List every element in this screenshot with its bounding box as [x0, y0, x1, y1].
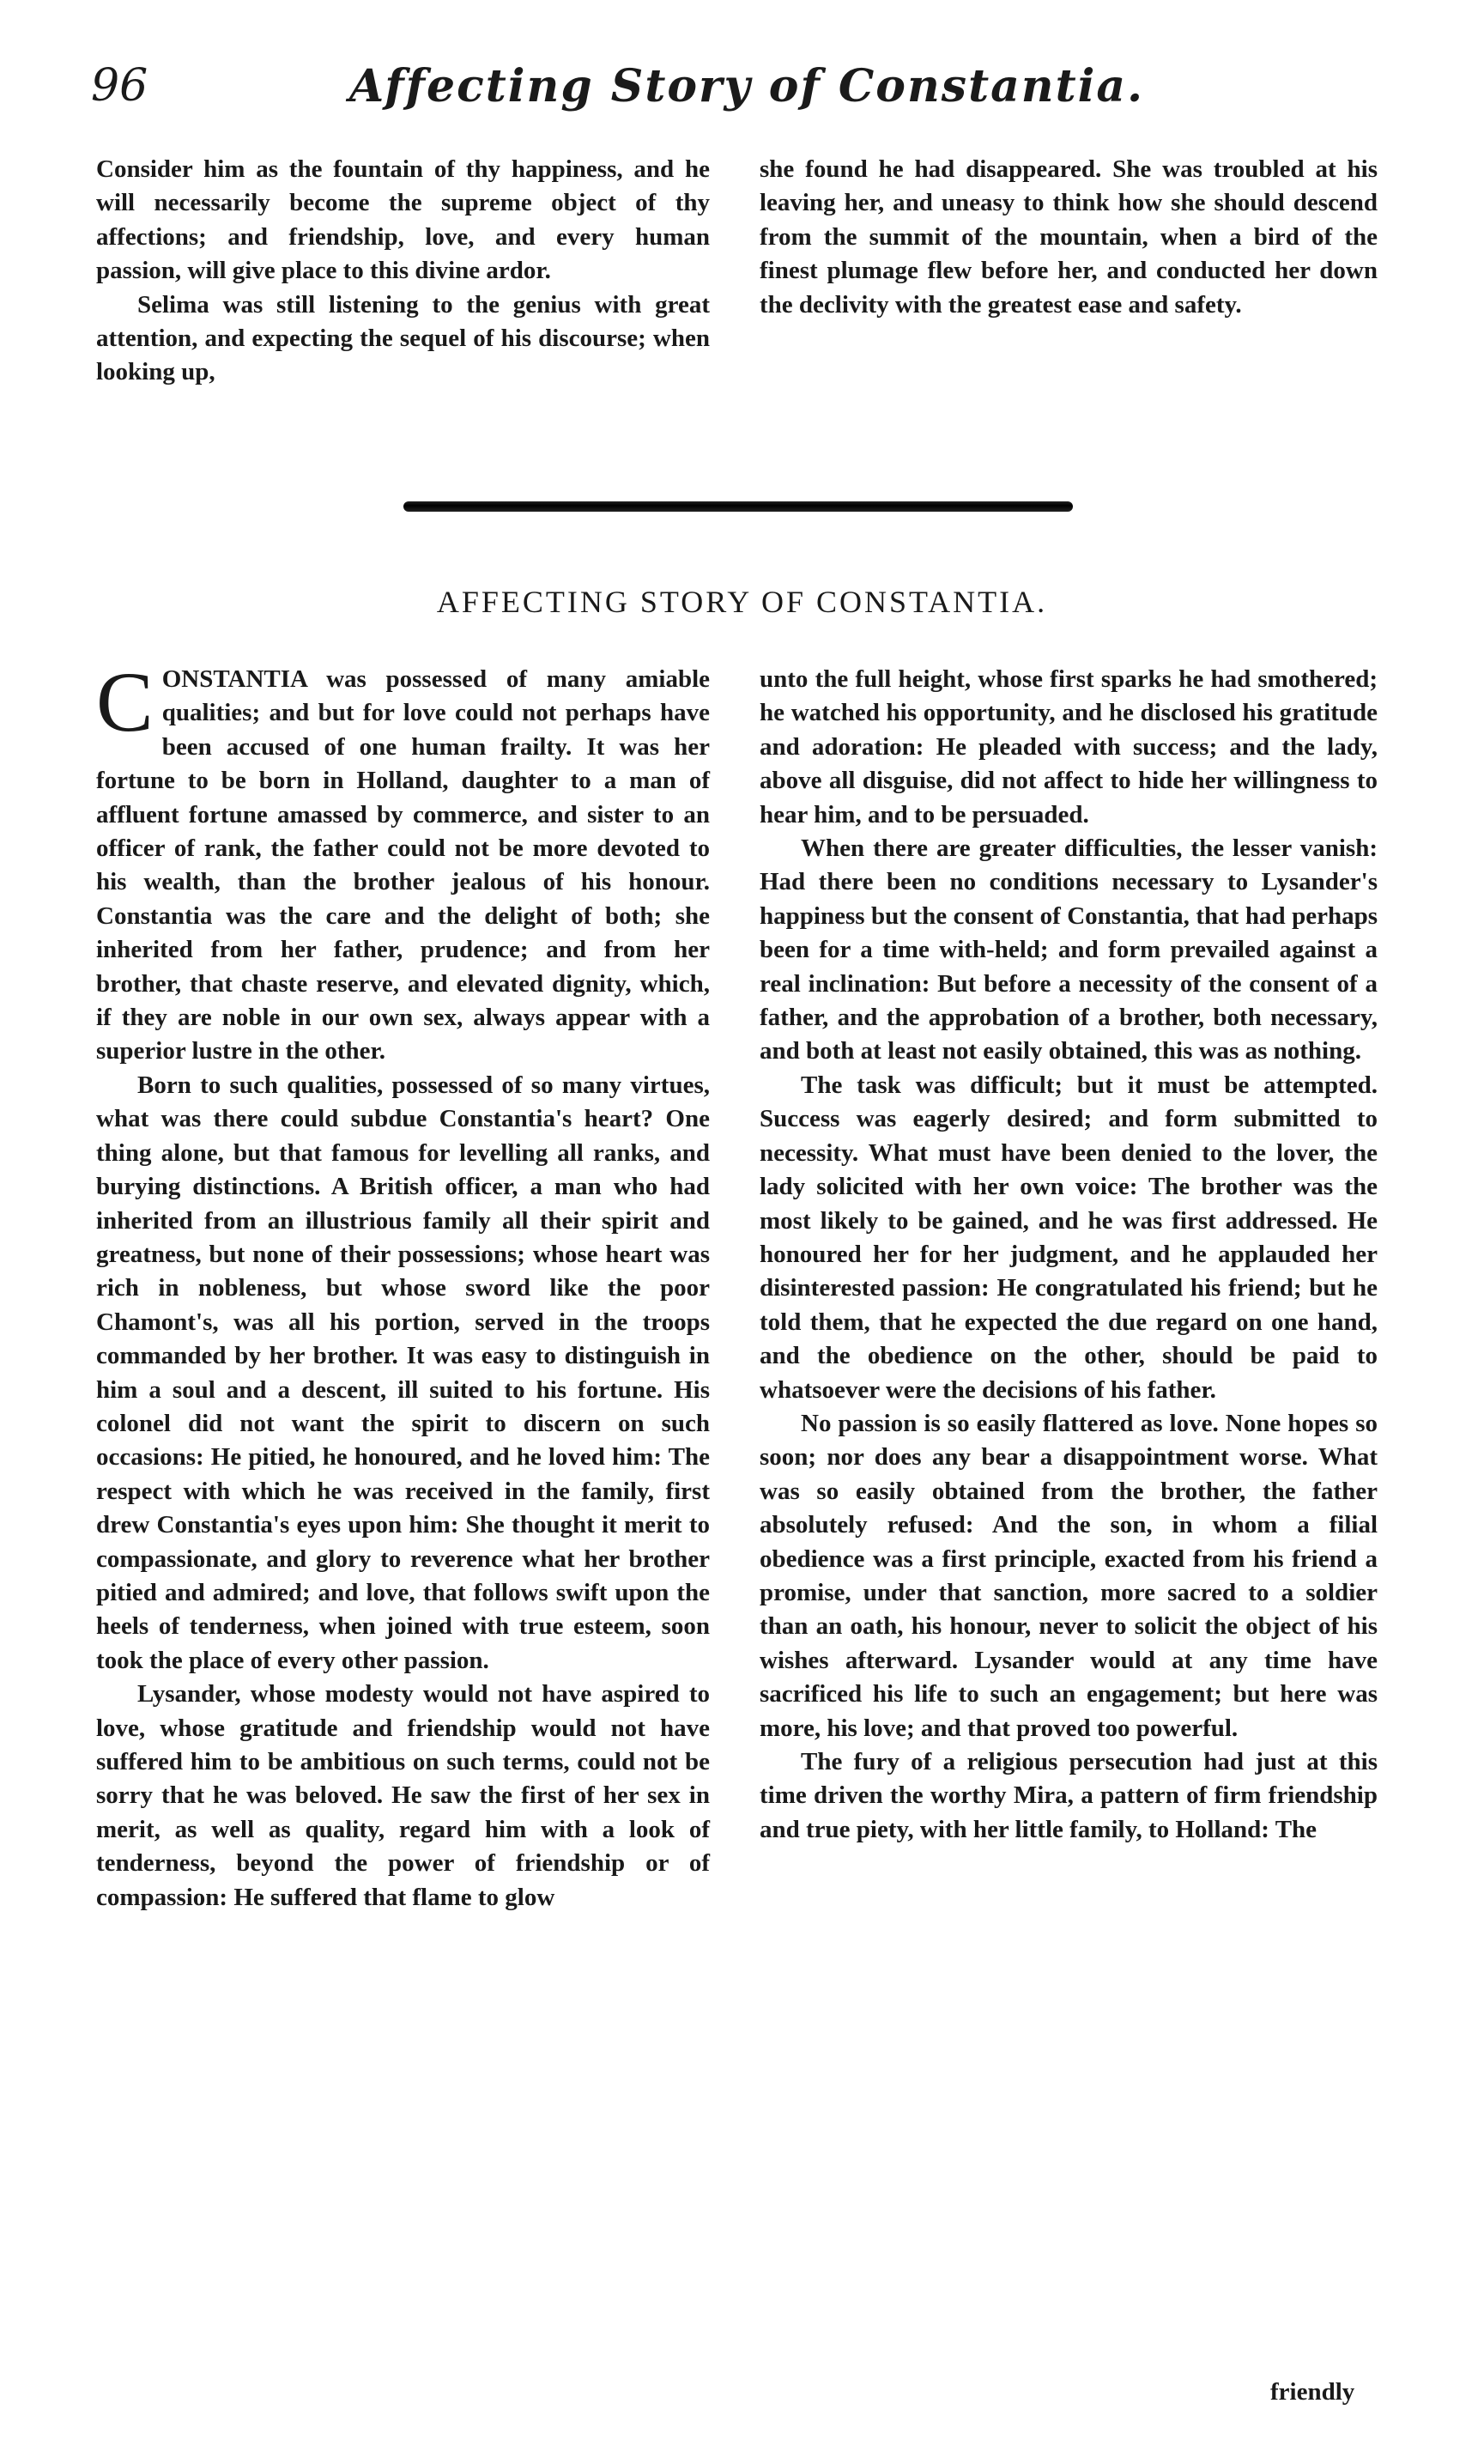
page-number: 96: [91, 60, 148, 112]
article-left-column: [96, 654, 710, 1915]
top-right-paragraph-1: she found he had disappeared. She was troubled at his leaving her, and uneasy to think how she should descend from the summit of the mountain, when a bird of the finest plumage flew before her, and conducted her down the declivity with the greatest ease and safety.: [760, 155, 1378, 319]
article-left-paragraph: Lysander, whose modesty would not have aspired to love, whose gratitude and friendship would not have suffered him to be ambitious on such terms, could not be sorry that he was beloved. He saw the first of her sex in merit, as well as quality, regard him with a look of tenderness, beyond the power of friendship or of compassion: He suffered that flame to glow: [96, 1680, 710, 1911]
article-right-column: [760, 663, 1378, 1847]
article-left-paragraph: Born to such qualities, possessed of so many virtues, what was there could subdue Constantia's heart? One thing alone, but that famous for levelling all ranks, and burying distinctions. A British officer, a man who had inherited from an illustrious family all their spirit and greatness, but none of their possessions; whose heart was rich in nobleness, but whose sword like the poor Chamont's, was all his portion, served in the troops commanded by her brother. It was easy to distinguish in him a soul and a descent, ill suited to his fortune. His colonel did not want the spirit to discern on such occasions: He pitied, he honoured, and he loved him: The respect with which he was received in the family, first drew Constantia's eyes upon him: She thought it merit to compassionate, and glory to reverence what her brother pitied and admired; and love, that follows swift upon the heels of tenderness, when joined with true esteem, soon took the place of every other passion.: [96, 1071, 710, 1674]
running-title: Affecting Story of Constantia.: [348, 60, 1145, 112]
drop-cap: C: [96, 654, 154, 750]
page-header: [86, 60, 1408, 129]
article-right-paragraph: unto the full height, whose first sparks he had smothered; he watched his opportunity, and he disclosed his gratitude and adoration: He pleaded with success; and the lady, above all disguise, did not affect to hide her willingness to hear him, and to be persuaded.: [760, 665, 1378, 828]
top-left-column: [96, 153, 710, 390]
article-right-paragraph: When there are greater difficulties, the lesser vanish: Had there been no conditions necessary to Lysander's happiness but the consent of Constantia, that had perhaps been for a time with-held; and form prevailed against a real inclination: But before a necessity of the consent of a father, and the approbation of a brother, both necessary, and both at least not easily obtained, this was as nothing.: [760, 834, 1378, 1065]
first-paragraph-text: ONSTANTIA was possessed of many amiable qualities; and but for love could not perhaps have been accused of one human frailty. It was her fortune to be born in Holland, daughter to a man of affluent fortune amassed by commerce, and sister to an officer of rank, the father could not be more devoted to his wealth, than the brother jealous of his honour. Constantia was the care and the delight of both; she inherited from her father, prudence; and from her brother, that chaste reserve, and elevated dignity, which, if they are noble in our own sex, always appear with a superior lustre in the other.: [96, 665, 710, 1065]
article-first-paragraph: [96, 654, 710, 1069]
article-right-paragraph: No passion is so easily flattered as love. None hopes so soon; nor does any bear a disappointment worse. What was so easily obtained from the brother, the father absolutely refused: And the son, in whom a filial obedience was a first principle, exacted from his friend a promise, under that sanction, more sacred to a soldier than an oath, his honour, never to solicit the object of his wishes afterward. Lysander would at any time have sacrificed his life to such an engagement; but here was more, his love; and that proved too powerful.: [760, 1409, 1378, 1742]
article-right-paragraph: The task was difficult; but it must be attempted. Success was eagerly desired; and form submitted to necessity. What must have been denied to the lover, the lady solicited with her own voice: The brother was the most likely to be gained, and he was first addressed. He honoured her for her judgment, and he applauded her disinterested passion: He congratulated his friend; but he told them, that he expected the due regard on one hand, and the obedience on the other, should be paid to whatsoever were the decisions of his father.: [760, 1071, 1378, 1404]
top-right-column: [760, 153, 1378, 322]
section-divider-rule: [403, 501, 1073, 512]
top-left-paragraph-2: Selima was still listening to the genius with great attention, and expecting the sequel of his discourse; when looking up,: [96, 290, 710, 386]
article-right-paragraph: The fury of a religious persecution had just at this time driven the worthy Mira, a pattern of firm friendship and true piety, with her little family, to Holland: The: [760, 1748, 1378, 1843]
article-title: AFFECTING STORY OF CONSTANTIA.: [436, 585, 1048, 619]
catchword: friendly: [1270, 2378, 1355, 2406]
top-left-paragraph-1: Consider him as the fountain of thy happiness, and he will necessarily become the supreme object of thy affections; and friendship, love, and every human passion, will give place to this divine ardor.: [96, 155, 710, 285]
